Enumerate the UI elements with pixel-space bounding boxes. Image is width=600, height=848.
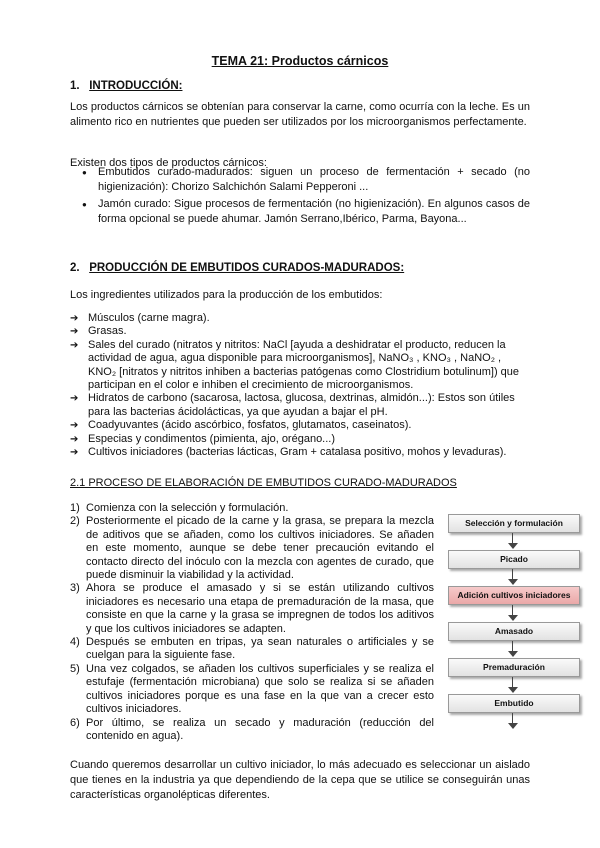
intro-paragraph: Los productos cárnicos se obtenían para conservar la carne, como ocurría con la leche. Es un alimento rico en nutrientes que pueden ser utilizados por los microorganismos perfectamente. [70, 101, 530, 128]
list-item [70, 582, 434, 636]
ingredients-intro: Los ingredientes utilizados para la producción de los embutidos: [70, 289, 383, 301]
step-number: 2) [70, 515, 80, 528]
section-heading-introduction [70, 80, 182, 92]
section-label: INTRODUCCIÓN: [89, 80, 183, 92]
list-item [70, 515, 434, 582]
flow-arrow-icon [448, 533, 578, 550]
flow-step-seleccion: Selección y formulación [448, 514, 580, 533]
step-text: Después se embuten en tripas, ya sean naturales o artificiales y se cuelgan para la siguiente fase. [86, 636, 434, 662]
flow-step-premaduracion: Premaduración [448, 658, 580, 677]
flow-arrow-icon [448, 713, 578, 730]
list-item: ● Jamón curado: Sigue procesos de fermentación (no higienización). En algunos casos de forma opcional se puede ahumar. Jamón Serrano,Ibérico, Parma, Bayona... [82, 197, 530, 227]
flow-arrow-icon [448, 569, 578, 586]
list-item: ➔ Hidratos de carbono (sacarosa, lactosa, glucosa, dextrinas, almidón...): Estos son útiles para las bacterias ácidolácticas, ya que ayudan a bajar el pH. [70, 392, 532, 419]
flow-step-amasado: Amasado [448, 622, 580, 641]
types-list [82, 165, 530, 229]
section-heading-production [70, 262, 404, 274]
step-number: 6) [70, 716, 80, 729]
list-item [70, 717, 434, 744]
step-number: 4) [70, 636, 80, 649]
flow-step-picado: Picado [448, 550, 580, 569]
flow-arrow-icon [448, 677, 578, 694]
list-item [70, 663, 434, 717]
list-item: ➔ Cultivos iniciadores (bacterias lácticas, Gram + catalasa positivo, mohos y levaduras). [70, 446, 532, 459]
section-label: PRODUCCIÓN DE EMBUTIDOS CURADOS-MADURADOS: [89, 262, 405, 274]
process-steps [70, 502, 434, 743]
step-text: Por último, se realiza un secado y maduración (reducción del contenido en agua). [86, 716, 434, 742]
list-item: ● Embutidos curado-madurados: siguen un proceso de fermentación + secado (no higienización): Chorizo Salchichón Salami Pepperoni ... [82, 165, 530, 195]
flow-arrow-icon [448, 605, 578, 622]
step-text: Una vez colgados, se añaden los cultivos superficiales y se realiza el estufaje (fermentación microbiana) que solo se realiza si se añaden cultivos iniciadores porque es una fase en la que van a crecer esto cultivos iniciadores. [86, 662, 434, 716]
flow-step-adicion: Adición cultivos iniciadores [448, 586, 580, 605]
step-number: 1) [70, 502, 80, 514]
list-item: ➔ Coadyuvantes (ácido ascórbico, fosfatos, glutamatos, caseinatos). [70, 419, 532, 432]
list-item: ➔ Sales del curado (nitratos y nitritos: NaCl [ayuda a deshidratar el producto, reducen la actividad de agua, agua disponible para microorganismos], NaNO₃ , KNO₃ , NaNO₂ , KNO₂ [nitratos y nitritos inhiben a bacterias patógenas como Clostridium botulinum]) que participan en el color e inhiben el crecimiento de microorganismos. [70, 339, 532, 393]
list-item: ➔ Grasas. [70, 325, 532, 338]
step-text: Posteriormente el picado de la carne y la grasa, se prepara la mezcla de aditivos que se añaden, como los cultivos iniciadores. Se añaden en este momento, aunque se debe tener precaución evitando el contacto directo del inóculo con la mezcla con agentes de curado, que puede disminuir la viabilidad y la actividad. [86, 515, 434, 582]
document-title: TEMA 21: Productos cárnicos [211, 54, 389, 68]
ingredients-list [70, 312, 532, 459]
flow-step-embutido: Embutido [448, 694, 580, 713]
list-item [70, 636, 434, 663]
types-paragraph: Existen dos tipos de productos cárnicos: [70, 157, 267, 169]
subsection-heading: 2.1 PROCESO DE ELABORACIÓN DE EMBUTIDOS CURADO-MADURADOS [70, 477, 457, 489]
final-paragraph: Cuando queremos desarrollar un cultivo iniciador, lo más adecuado es seleccionar un aislado que tienes en la industria ya que dependiendo de la cepa que se utilice se conseguirán unas características organolépticas diferentes. [70, 759, 530, 801]
list-item: ➔ Músculos (carne magra). [70, 312, 532, 325]
list-item [70, 502, 434, 515]
step-text: Ahora se produce el amasado y si se están utilizando cultivos iniciadores es necesario una etapa de premaduración de la masa, que consiste en que la carne y la grasa se impregnen de todos los aditivos y que los cultivos iniciadores se adapten. [86, 582, 434, 635]
step-number: 3) [70, 582, 80, 595]
process-flowchart [448, 514, 582, 730]
section-number: 2. [70, 262, 80, 274]
section-number: 1. [70, 80, 80, 92]
list-item: ➔ Especias y condimentos (pimienta, ajo, orégano...) [70, 433, 532, 446]
flow-arrow-icon [448, 641, 578, 658]
step-number: 5) [70, 662, 80, 675]
step-text: Comienza con la selección y formulación. [86, 502, 289, 514]
